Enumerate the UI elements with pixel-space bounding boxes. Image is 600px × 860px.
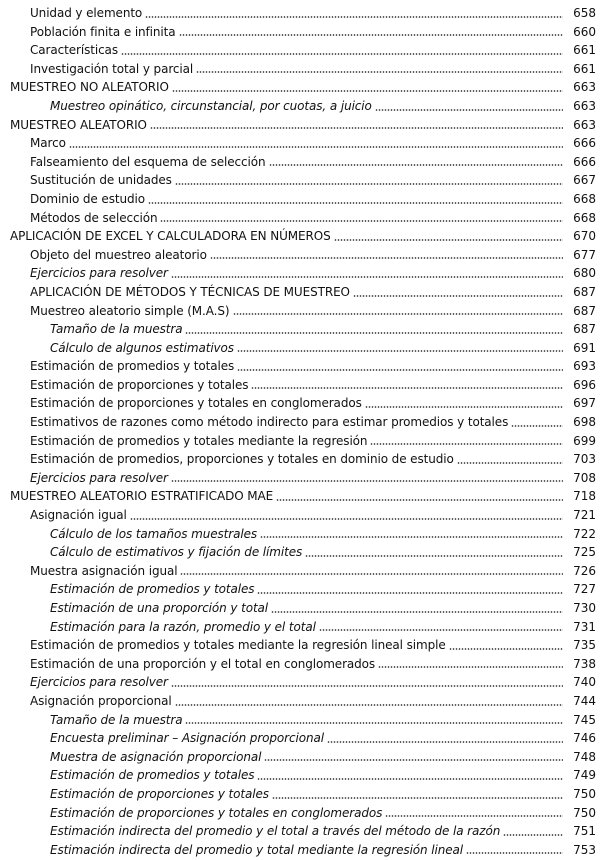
toc-entry-page-number: 750	[573, 805, 596, 820]
toc-entry-line	[30, 209, 600, 228]
toc-entry-line	[30, 394, 600, 413]
toc-entry	[0, 23, 600, 42]
toc-entry-title: Ejercicios para resolver	[30, 675, 168, 690]
toc-entry-title: MUESTREO ALEATORIO ESTRATIFICADO MAE	[10, 489, 274, 504]
toc-entry	[0, 766, 600, 785]
toc-entry-page-number: 670	[573, 229, 596, 244]
dot-leader	[233, 313, 564, 315]
toc-entry-line	[10, 227, 600, 246]
dot-leader	[375, 109, 563, 111]
toc-entry-line	[50, 822, 600, 841]
toc-entry-page-number: 693	[573, 359, 596, 374]
toc-entry-title: Muestreo opinático, circunstancial, por cuotas, a juicio	[50, 98, 372, 113]
toc-entry-page-number: 696	[573, 377, 596, 392]
toc-entry-title: MUESTREO ALEATORIO	[10, 117, 147, 132]
toc-entry	[0, 636, 600, 655]
dot-leader	[378, 666, 563, 668]
dot-leader	[171, 276, 563, 278]
toc-entry-title: Marco	[30, 136, 66, 151]
toc-entry-line	[50, 748, 600, 767]
dot-leader	[511, 425, 563, 427]
toc-entry-title: Ejercicios para resolver	[30, 470, 168, 485]
toc-entry-title: Tamaño de la muestra	[50, 322, 183, 337]
toc-entry	[0, 729, 600, 748]
toc-entry	[0, 246, 600, 265]
toc-entry-title: Encuesta preliminar – Asignación proporcional	[50, 731, 324, 746]
dot-leader	[237, 369, 563, 371]
toc-entry	[0, 748, 600, 767]
toc-entry	[0, 171, 600, 190]
toc-entry-line	[50, 320, 600, 339]
toc-entry-line	[50, 804, 600, 823]
dot-leader	[145, 16, 563, 18]
toc-entry-line	[50, 339, 600, 358]
toc-entry-page-number: 680	[573, 266, 596, 281]
toc-entry	[0, 804, 600, 823]
toc-entry	[0, 320, 600, 339]
toc-entry-title: Estimación de promedios y totales	[50, 768, 255, 783]
dot-leader	[319, 629, 563, 631]
toc-entry-line	[50, 599, 600, 618]
toc-entry-title: Cálculo de estimativos y fijación de límites	[50, 545, 303, 560]
toc-entry-title: Estimación de una proporción y el total en conglomerados	[30, 656, 376, 671]
toc-entry-page-number: 660	[573, 24, 596, 39]
toc-entry-line	[30, 246, 600, 265]
toc-entry-title: Objeto del muestreo aleatorio	[30, 247, 207, 262]
dot-leader	[150, 127, 563, 129]
toc-entry	[0, 841, 600, 860]
toc-entry-title: Estimación de proporciones y totales	[50, 786, 269, 801]
toc-entry-title: Dominio de estudio	[30, 191, 145, 206]
toc-entry-page-number: 668	[573, 191, 596, 206]
toc-entry-line	[30, 673, 600, 692]
toc-entry	[0, 97, 600, 116]
toc-entry-title: Estimación de promedios y totales mediante la regresión	[30, 433, 368, 448]
toc-entry-title: Asignación igual	[30, 508, 127, 523]
toc-entry-page-number: 691	[573, 340, 596, 355]
dot-leader	[130, 518, 563, 520]
toc-entry	[0, 413, 600, 432]
toc-entry-line	[30, 134, 600, 153]
toc-entry-title: Muestra asignación igual	[30, 563, 178, 578]
toc-entry	[0, 432, 600, 451]
dot-leader	[121, 53, 563, 55]
toc-entry-line	[50, 543, 600, 562]
table-of-contents	[0, 4, 600, 859]
toc-entry-line	[30, 264, 600, 283]
dot-leader	[264, 759, 563, 761]
toc-entry	[0, 190, 600, 209]
toc-entry	[0, 785, 600, 804]
toc-entry	[0, 506, 600, 525]
toc-entry	[0, 283, 600, 302]
toc-entry-line	[30, 302, 600, 321]
toc-entry-line	[10, 78, 600, 97]
toc-entry-page-number: 687	[573, 322, 596, 337]
toc-entry	[0, 264, 600, 283]
toc-entry-page-number: 666	[573, 154, 596, 169]
toc-entry	[0, 78, 600, 97]
toc-entry-line	[30, 171, 600, 190]
toc-entry-line	[50, 580, 600, 599]
toc-entry-title: Cálculo de los tamaños muestrales	[50, 526, 258, 541]
toc-entry-title: Sustitución de unidades	[30, 173, 172, 188]
dot-leader	[466, 852, 563, 854]
toc-entry-page-number: 738	[573, 656, 596, 671]
toc-entry-title: Unidad y elemento	[30, 6, 143, 20]
toc-entry-title: Estimación indirecta del promedio y el total a través del método de la razón	[50, 824, 501, 839]
toc-entry	[0, 376, 600, 395]
toc-entry-page-number: 698	[573, 415, 596, 430]
toc-entry-page-number: 668	[573, 210, 596, 225]
toc-entry-page-number: 697	[573, 396, 596, 411]
toc-entry-title: Investigación total y parcial	[30, 61, 194, 76]
dot-leader	[327, 741, 563, 743]
toc-entry-line	[50, 711, 600, 730]
dot-leader	[237, 350, 563, 352]
toc-entry-title: Población finita e infinita	[30, 24, 176, 39]
toc-entry	[0, 60, 600, 79]
toc-entry-title: Asignación proporcional	[30, 693, 172, 708]
toc-entry-page-number: 753	[573, 842, 596, 857]
toc-entry-page-number: 699	[573, 433, 596, 448]
dot-leader	[210, 257, 563, 259]
toc-entry-page-number: 725	[573, 545, 596, 560]
dot-leader	[180, 573, 563, 575]
toc-entry	[0, 116, 600, 135]
dot-leader	[69, 146, 563, 148]
toc-entry-title: Estimación de proporciones y totales en conglomerados	[30, 396, 362, 411]
toc-entry	[0, 227, 600, 246]
toc-entry-title: Estimación de promedios y totales	[50, 582, 255, 597]
dot-leader	[272, 797, 563, 799]
toc-entry-page-number: 722	[573, 526, 596, 541]
toc-entry-title: Estimación de promedios y totales	[30, 359, 235, 374]
toc-entry	[0, 302, 600, 321]
toc-entry-line	[30, 60, 600, 79]
dot-leader	[257, 592, 563, 594]
toc-entry-line	[30, 283, 600, 302]
toc-entry-line	[30, 506, 600, 525]
toc-entry-page-number: 748	[573, 749, 596, 764]
toc-entry-line	[50, 766, 600, 785]
toc-entry-page-number: 661	[573, 61, 596, 76]
toc-entry-page-number: 687	[573, 284, 596, 299]
toc-entry-title: Estimación de una proporción y total	[50, 601, 269, 615]
toc-entry	[0, 822, 600, 841]
toc-entry-title: Estimación de promedios y totales mediante la regresión lineal simple	[30, 638, 446, 653]
toc-entry-page-number: 735	[573, 638, 596, 653]
toc-entry	[0, 692, 600, 711]
dot-leader	[370, 443, 563, 445]
toc-entry-page-number: 661	[573, 43, 596, 58]
dot-leader	[251, 387, 563, 389]
dot-leader	[457, 462, 563, 464]
toc-entry	[0, 357, 600, 376]
toc-entry-page-number: 745	[573, 712, 596, 727]
toc-entry-page-number: 751	[573, 824, 596, 839]
dot-leader	[185, 722, 563, 724]
dot-leader	[172, 90, 563, 92]
dot-leader	[353, 295, 563, 297]
toc-entry-page-number: 731	[573, 619, 596, 634]
toc-entry-page-number: 666	[573, 136, 596, 151]
toc-entry-line	[30, 376, 600, 395]
toc-entry	[0, 599, 600, 618]
toc-entry-line	[30, 655, 600, 674]
dot-leader	[148, 202, 563, 204]
toc-entry-title: Características	[30, 43, 118, 58]
toc-entry-title: Estimación de promedios, proporciones y totales en dominio de estudio	[30, 452, 454, 467]
toc-entry	[0, 469, 600, 488]
toc-entry-line	[30, 413, 600, 432]
toc-entry-title: Estimación de proporciones y totales en conglomerados	[50, 805, 383, 820]
toc-entry-title: Estimativos de razones como método indirecto para estimar promedios y totales	[30, 415, 509, 430]
toc-entry-title: Ejercicios para resolver	[30, 266, 168, 281]
toc-entry-line	[50, 97, 600, 116]
toc-entry-page-number: 703	[573, 452, 596, 467]
toc-entry-line	[30, 23, 600, 42]
dot-leader	[305, 555, 563, 557]
toc-entry-page-number: 667	[573, 173, 596, 188]
toc-entry-page-number: 726	[573, 563, 596, 578]
toc-entry	[0, 209, 600, 228]
dot-leader	[196, 71, 563, 73]
toc-entry-title: Tamaño de la muestra	[50, 712, 183, 727]
toc-entry-line	[30, 432, 600, 451]
toc-entry-line	[30, 469, 600, 488]
toc-entry	[0, 655, 600, 674]
dot-leader	[179, 34, 563, 36]
toc-entry-line	[50, 729, 600, 748]
toc-entry-line	[30, 41, 600, 60]
dot-leader	[171, 480, 563, 482]
toc-entry	[0, 339, 600, 358]
toc-entry-title: Estimación de proporciones y totales	[30, 377, 249, 392]
toc-entry	[0, 394, 600, 413]
toc-entry-page-number: 749	[573, 768, 596, 783]
toc-entry-page-number: 718	[573, 489, 596, 504]
toc-entry	[0, 618, 600, 637]
dot-leader	[365, 406, 563, 408]
toc-entry-line	[30, 190, 600, 209]
toc-entry-page-number: 727	[573, 582, 596, 597]
toc-entry-page-number: 677	[573, 247, 596, 262]
dot-leader	[171, 685, 563, 687]
dot-leader	[503, 834, 563, 836]
dot-leader	[257, 778, 563, 780]
dot-leader	[269, 164, 563, 166]
toc-entry-line	[30, 153, 600, 172]
toc-entry-line	[30, 4, 600, 23]
dot-leader	[385, 815, 563, 817]
toc-entry-line	[50, 618, 600, 637]
toc-entry-line	[30, 450, 600, 469]
toc-entry-page-number: 708	[573, 470, 596, 485]
toc-entry-title: Muestreo aleatorio simple (M.A.S)	[30, 303, 230, 318]
toc-entry	[0, 134, 600, 153]
toc-entry-page-number: 663	[573, 98, 596, 113]
toc-entry-page-number: 750	[573, 786, 596, 801]
toc-entry	[0, 543, 600, 562]
dot-leader	[175, 704, 563, 706]
toc-entry-page-number: 740	[573, 675, 596, 690]
toc-entry-title: Estimación para la razón, promedio y el total	[50, 619, 316, 634]
toc-entry-page-number: 687	[573, 303, 596, 318]
toc-entry	[0, 4, 600, 23]
dot-leader	[160, 220, 563, 222]
toc-entry-title: APLICACIÓN DE EXCEL Y CALCULADORA EN NÚMEROS	[10, 229, 331, 244]
toc-entry-title: MUESTREO NO ALEATORIO	[10, 80, 169, 95]
dot-leader	[175, 183, 563, 185]
dot-leader	[334, 239, 563, 241]
toc-entry-line	[50, 841, 600, 860]
toc-entry	[0, 487, 600, 506]
dot-leader	[260, 536, 563, 538]
toc-entry	[0, 525, 600, 544]
toc-entry-line	[10, 116, 600, 135]
toc-entry	[0, 580, 600, 599]
toc-entry-line	[50, 525, 600, 544]
dot-leader	[449, 648, 563, 650]
toc-entry-page-number: 730	[573, 601, 596, 615]
toc-entry-page-number: 663	[573, 117, 596, 132]
toc-entry-line	[30, 636, 600, 655]
toc-entry-line	[30, 692, 600, 711]
toc-entry-title: APLICACIÓN DE MÉTODOS Y TÉCNICAS DE MUESTREO	[30, 284, 350, 299]
toc-entry	[0, 450, 600, 469]
toc-entry-page-number: 721	[573, 508, 596, 523]
toc-entry-page-number: 663	[573, 80, 596, 95]
toc-entry-page-number: 744	[573, 693, 596, 708]
toc-entry	[0, 562, 600, 581]
toc-entry	[0, 673, 600, 692]
toc-entry-line	[30, 562, 600, 581]
toc-entry-title: Cálculo de algunos estimativos	[50, 340, 234, 355]
toc-entry-line	[30, 357, 600, 376]
toc-entry-line	[10, 487, 600, 506]
toc-entry-title: Métodos de selección	[30, 210, 158, 225]
toc-entry	[0, 153, 600, 172]
toc-entry	[0, 41, 600, 60]
toc-entry-page-number: 658	[573, 6, 596, 20]
toc-entry-title: Estimación indirecta del promedio y total mediante la regresión lineal	[50, 842, 464, 857]
toc-entry-line	[50, 785, 600, 804]
toc-entry-page-number: 746	[573, 731, 596, 746]
toc-entry-title: Muestra de asignación proporcional	[50, 749, 262, 764]
toc-entry	[0, 711, 600, 730]
toc-entry-title: Falseamiento del esquema de selección	[30, 154, 266, 169]
dot-leader	[276, 499, 563, 501]
dot-leader	[271, 611, 563, 613]
dot-leader	[185, 332, 563, 334]
